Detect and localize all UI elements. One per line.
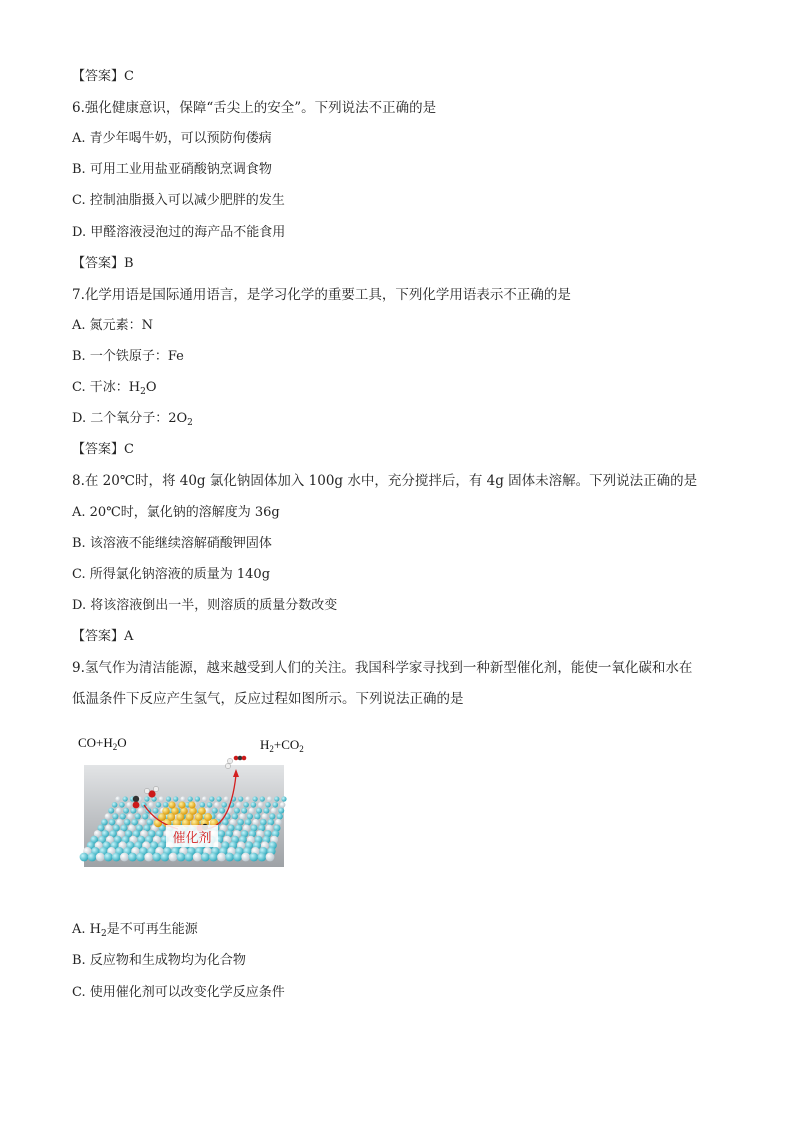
lattice-sphere xyxy=(147,819,154,826)
question-6-option-c: C. 控制油脂摄入可以减少肥胖的发生 xyxy=(72,193,285,208)
reactants-label: $CO+H_2O$ xyxy=(78,735,127,752)
lattice-sphere xyxy=(88,853,97,862)
lattice-sphere xyxy=(273,802,279,808)
gold-sphere xyxy=(178,801,185,808)
lattice-sphere xyxy=(131,819,138,826)
lattice-sphere xyxy=(241,808,247,814)
lattice-sphere xyxy=(105,813,111,819)
lattice-sphere xyxy=(144,796,149,801)
subscript: 2 xyxy=(140,387,146,397)
lattice-sphere xyxy=(112,853,121,862)
question-8-option-d: D. 将该溶液倒出一半，则溶质的质量分数改变 xyxy=(72,598,338,613)
lattice-sphere xyxy=(108,808,114,814)
option-text: 是不可再生能源 xyxy=(106,922,198,937)
gold-sphere xyxy=(168,801,175,808)
question-8-option-a: A. 20℃时，氯化钠的溶解度为 36g xyxy=(72,505,280,520)
lattice-sphere xyxy=(116,808,122,814)
catalyst-label: 催化剂 xyxy=(172,831,212,846)
lattice-sphere xyxy=(275,819,282,826)
lattice-sphere xyxy=(277,813,283,819)
catalyst-illustration xyxy=(78,733,310,873)
lattice-sphere xyxy=(225,853,234,862)
lattice-sphere xyxy=(119,802,125,808)
lattice-sphere xyxy=(80,853,89,862)
lattice-sphere xyxy=(245,819,252,826)
question-6-option-d: D. 甲醛溶液浸泡过的海产品不能食用 xyxy=(72,225,286,240)
lattice-sphere xyxy=(130,808,136,814)
question-8-option-b: B. 该溶液不能继续溶解硝酸钾固体 xyxy=(72,536,272,551)
lattice-sphere xyxy=(224,796,229,801)
lattice-sphere xyxy=(209,853,218,862)
lattice-sphere xyxy=(116,819,123,826)
lattice-sphere xyxy=(247,813,253,819)
lattice-sphere xyxy=(127,813,133,819)
question-6-option-b: B. 可用工业用盐亚硝酸钠烹调食物 xyxy=(72,162,272,177)
gold-sphere xyxy=(198,807,206,815)
lattice-sphere xyxy=(238,796,243,801)
lattice-sphere xyxy=(237,819,244,826)
lattice-sphere xyxy=(258,853,267,862)
lattice-sphere xyxy=(271,808,277,814)
lattice-sphere xyxy=(265,802,271,808)
lattice-sphere xyxy=(278,808,284,814)
lattice-sphere xyxy=(193,853,202,862)
lattice-sphere xyxy=(135,813,141,819)
products-label: $H_2+CO_2$ xyxy=(260,737,304,754)
lattice-sphere xyxy=(274,796,279,801)
lattice-sphere xyxy=(260,819,267,826)
lattice-sphere xyxy=(221,802,227,808)
option-text: C. 干冰：H xyxy=(72,380,141,395)
lattice-sphere xyxy=(161,853,170,862)
lattice-sphere xyxy=(139,819,146,826)
answer-7: 【答案】C xyxy=(72,442,134,457)
lattice-sphere xyxy=(123,808,129,814)
lattice-sphere xyxy=(241,853,250,862)
lattice-sphere xyxy=(245,796,250,801)
lattice-sphere xyxy=(202,796,207,801)
question-9-option-b: B. 反应物和生成物均为化合物 xyxy=(72,953,246,968)
lattice-sphere xyxy=(201,853,210,862)
lattice-sphere xyxy=(236,802,242,808)
question-9-line-2: 低温条件下反应产生氢气，反应过程如图所示。下列说法正确的是 xyxy=(72,691,464,707)
lattice-sphere xyxy=(251,802,257,808)
lattice-sphere xyxy=(195,796,200,801)
lattice-sphere xyxy=(234,808,240,814)
question-7-option-d xyxy=(72,410,193,432)
lattice-sphere xyxy=(217,813,223,819)
option-text: O xyxy=(145,380,157,395)
lattice-sphere xyxy=(232,813,238,819)
subscript: 2 xyxy=(187,418,193,428)
lattice-sphere xyxy=(260,796,265,801)
lattice-sphere xyxy=(173,796,178,801)
lattice-sphere xyxy=(268,819,275,826)
lattice-sphere xyxy=(180,796,185,801)
gold-sphere xyxy=(204,813,212,821)
answer-6: 【答案】B xyxy=(72,256,134,271)
answer-8: 【答案】A xyxy=(72,629,134,644)
lattice-sphere xyxy=(280,802,286,808)
lattice-sphere xyxy=(263,808,269,814)
question-6-option-a: A. 青少年喝牛奶，可以预防佝偻病 xyxy=(72,131,272,146)
lattice-sphere xyxy=(142,813,148,819)
lattice-sphere xyxy=(112,813,118,819)
question-9-line-1: 9.氢气作为清洁能源，越来越受到人们的关注。我国科学家寻找到一种新型催化剂，能使一氧化碳和水在 xyxy=(72,660,693,676)
lattice-sphere xyxy=(169,853,178,862)
lattice-sphere xyxy=(281,796,286,801)
lattice-sphere xyxy=(230,819,237,826)
lattice-sphere xyxy=(166,796,171,801)
lattice-sphere xyxy=(254,813,260,819)
question-9-option-a xyxy=(72,921,198,943)
lattice-sphere xyxy=(152,853,161,862)
lattice-sphere xyxy=(104,853,113,862)
lattice-sphere xyxy=(266,853,275,862)
lattice-sphere xyxy=(120,813,126,819)
lattice-sphere xyxy=(153,808,159,814)
lattice-sphere xyxy=(115,796,120,801)
gold-sphere xyxy=(162,807,170,815)
lattice-sphere xyxy=(253,796,258,801)
gold-sphere xyxy=(188,801,195,808)
question-8-option-c: C. 所得氯化钠溶液的质量为 140g xyxy=(72,567,271,582)
lattice-sphere xyxy=(212,808,218,814)
lattice-sphere xyxy=(101,819,108,826)
lattice-sphere xyxy=(148,802,154,808)
lattice-sphere xyxy=(109,819,116,826)
lattice-sphere xyxy=(216,796,221,801)
lattice-sphere xyxy=(222,819,229,826)
catalyst-reaction-figure xyxy=(78,733,310,873)
lattice-sphere xyxy=(144,853,153,862)
question-9-option-c: C. 使用催化剂可以改变化学反应条件 xyxy=(72,985,285,1000)
lattice-sphere xyxy=(96,853,105,862)
lattice-sphere xyxy=(214,802,220,808)
question-6: 6.强化健康意识，保障“舌尖上的安全”。下列说法不正确的是 xyxy=(72,100,437,116)
answer-5: 【答案】C xyxy=(72,69,134,84)
subscript: 2 xyxy=(101,929,107,939)
lattice-sphere xyxy=(267,796,272,801)
lattice-sphere xyxy=(219,808,225,814)
question-8: 8.在 20℃时，将 40g 氯化钠固体加入 100g 水中，充分搅拌后，有 4g 固体未溶解。下列说法正确的是 xyxy=(72,473,698,489)
lattice-sphere xyxy=(120,853,129,862)
lattice-sphere xyxy=(243,802,249,808)
question-7-option-c xyxy=(72,379,157,401)
lattice-sphere xyxy=(239,813,245,819)
lattice-sphere xyxy=(262,813,268,819)
lattice-sphere xyxy=(200,802,206,808)
lattice-sphere xyxy=(128,853,137,862)
lattice-sphere xyxy=(136,853,145,862)
lattice-sphere xyxy=(138,808,144,814)
lattice-sphere xyxy=(123,796,128,801)
lattice-sphere xyxy=(126,802,132,808)
lattice-sphere xyxy=(177,853,186,862)
co2-molecule xyxy=(234,756,247,761)
lattice-sphere xyxy=(233,853,242,862)
lattice-sphere xyxy=(252,819,259,826)
lattice-sphere xyxy=(188,796,193,801)
lattice-sphere xyxy=(217,853,226,862)
lattice-sphere xyxy=(209,796,214,801)
lattice-sphere xyxy=(159,796,164,801)
lattice-sphere xyxy=(163,802,169,808)
lattice-sphere xyxy=(269,813,275,819)
lattice-sphere xyxy=(124,819,131,826)
question-7-option-b: B. 一个铁原子：Fe xyxy=(72,349,184,364)
question-7-option-a: A. 氮元素：N xyxy=(72,318,154,333)
lattice-sphere xyxy=(249,808,255,814)
lattice-sphere xyxy=(185,853,194,862)
option-text: A. H xyxy=(72,922,101,937)
lattice-sphere xyxy=(112,802,118,808)
lattice-sphere xyxy=(256,808,262,814)
lattice-sphere xyxy=(156,802,162,808)
lattice-sphere xyxy=(249,853,258,862)
option-text: D. 二个氧分子：2O xyxy=(72,411,188,426)
question-7: 7.化学用语是国际通用语言，是学习化学的重要工具，下列化学用语表示不正确的是 xyxy=(72,287,571,303)
lattice-sphere xyxy=(207,802,213,808)
lattice-sphere xyxy=(258,802,264,808)
